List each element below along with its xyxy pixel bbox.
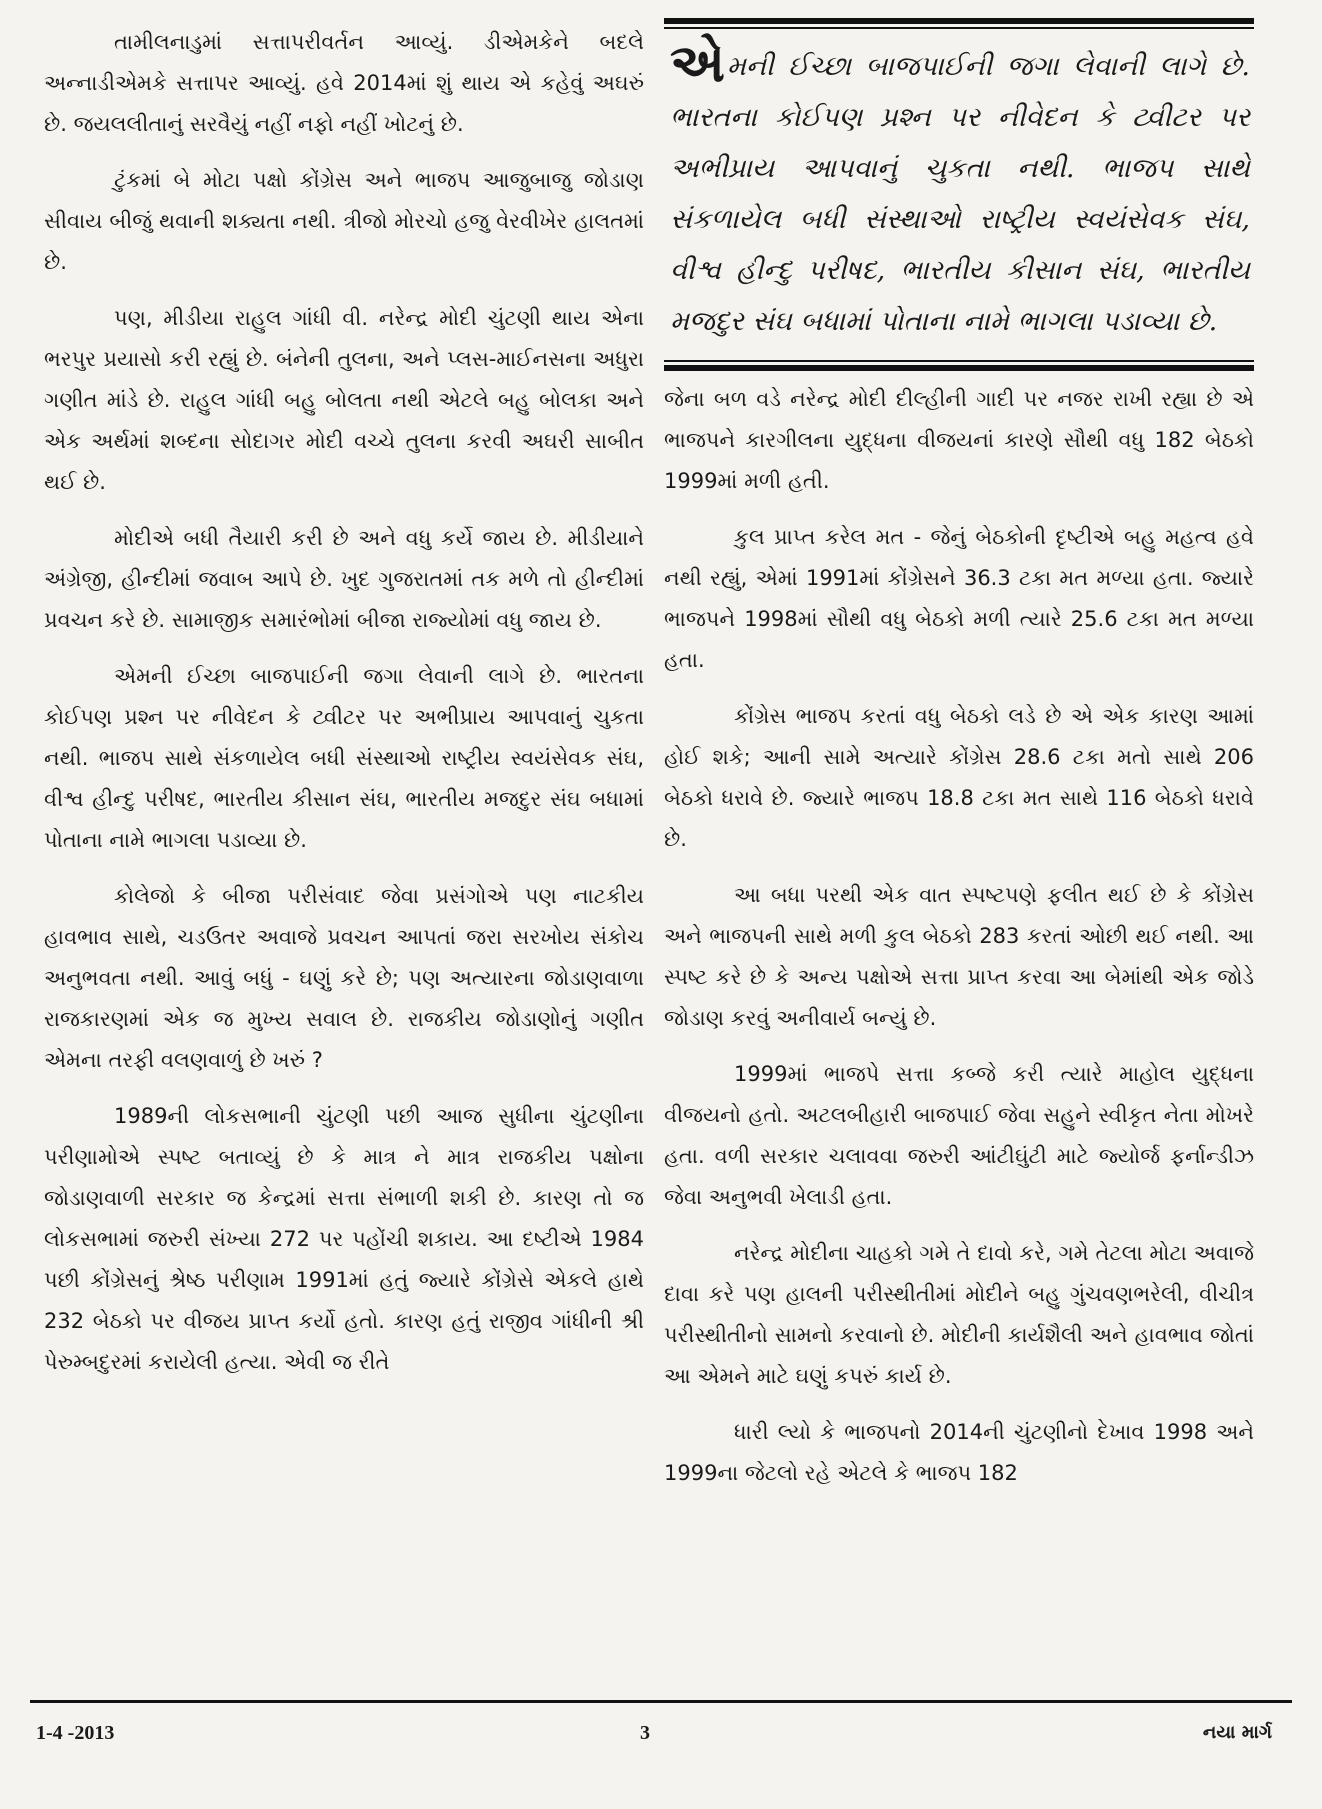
page-footer	[30, 1700, 1292, 1770]
footer-publication-name: નયા માર્ગ	[1202, 1722, 1272, 1743]
right-paragraph-2: કુલ પ્રાપ્ત કરેલ મત - જેનું બેઠકોની દૃષ્ટીએ બહુ મહત્વ હવે નથી રહ્યું, એમાં 1991માં કોંગ્રેસને 36.3 ટકા મત મળ્યા હતા. જ્યારે ભાજપને 1998માં સૌથી વધુ બેઠકો મળી ત્યારે 25.6 ટકા મત મળ્યા હતા.	[664, 525, 1254, 672]
left-paragraph-6: કોલેજો કે બીજા પરીસંવાદ જેવા પ્રસંગોએ પણ નાટકીય હાવભાવ સાથે, ચડઉતર અવાજે પ્રવચન આપતાં જરા સરખોય સંકોચ અનુભવતા નથી. આવું બધું - ઘણું કરે છે; પણ અત્યારના જોડાણવાળા રાજકારણમાં એક જ મુખ્ય સવાલ છે. રાજકીય જોડાણોનું ગણીત એમના તરફી વલણવાળું છે ખરું ?	[44, 884, 644, 1072]
left-paragraph-4: મોદીએ બધી તૈયારી કરી છે અને વધુ કર્યે જાય છે. મીડીયાને અંગ્રેજી, હીન્દીમાં જવાબ આપે છે. ખુદ ગુજરાતમાં તક મળે તો હીન્દીમાં પ્રવચન કરે છે. સામાજીક સમારંભોમાં બીજા રાજ્યોમાં વધુ જાય છે.	[44, 526, 644, 632]
pull-quote	[664, 29, 1254, 357]
footer-page-number: 3	[640, 1722, 650, 1744]
left-paragraph-5: એમની ઈચ્છા બાજપાઈની જગા લેવાની લાગે છે. ભારતના કોઈપણ પ્રશ્ન પર નીવેદન કે ટ્વીટર પર અભીપ્રાય આપવાનું ચુકતા નથી. ભાજપ સાથે સંકળાયેલ બધી સંસ્થાઓ રાષ્ટ્રીય સ્વયંસેવક સંઘ, વીશ્વ હીન્દુ પરીષદ, ભારતીય કીસાન સંઘ, ભારતીય મજદુર સંઘ બધામાં પોતાના નામે ભાગલા પડાવ્યા છે.	[44, 664, 644, 852]
right-paragraph-5: 1999માં ભાજપે સત્તા કબ્જે કરી ત્યારે માહોલ યુદ્ધના વીજયનો હતો. અટલબીહારી બાજપાઈ જેવા સહુને સ્વીકૃત નેતા મોખરે હતા. વળી સરકાર ચલાવવા જરુરી આંટીઘુંટી માટે જ્યોર્જ ફર્નાન્ડીઝ જેવા અનુભવી ખેલાડી હતા.	[664, 1062, 1254, 1209]
left-column	[44, 22, 644, 1692]
right-column	[664, 18, 1254, 1692]
pull-quote-top-rule-thick	[664, 18, 1254, 24]
right-paragraph-7: ધારી લ્યો કે ભાજપનો 2014ની ચુંટણીનો દેખાવ 1998 અને 1999ના જેટલો રહે એટલે કે ભાજપ 182	[664, 1420, 1254, 1485]
right-paragraph-1: જેના બળ વડે નરેન્દ્ર મોદી દીલ્હીની ગાદી પર નજર રાખી રહ્યા છે એ ભાજપને કારગીલના યુદ્ધના વીજયનાં કારણે સૌથી વધુ 182 બેઠકો 1999માં મળી હતી.	[664, 387, 1254, 493]
right-paragraph-6: નરેન્દ્ર મોદીના ચાહકો ગમે તે દાવો કરે, ગમે તેટલા મોટા અવાજે દાવા કરે પણ હાલની પરીસ્થીતીમાં મોદીને બહુ ગુંચવણભરેલી, વીચીત્ર પરીસ્થીતીનો સામનો કરવાનો છે. મોદીની કાર્યશૈલી અને હાવભાવ જોતાં આ એમને માટે ઘણું કપરું કાર્ય છે.	[664, 1241, 1254, 1388]
right-paragraph-3: કોંગ્રેસ ભાજપ કરતાં વધુ બેઠકો લડે છે એ એક કારણ આમાં હોઈ શકે; આની સામે અત્યારે કોંગ્રેસ 28.6 ટકા મતો સાથે 206 બેઠકો ધરાવે છે. જ્યારે ભાજપ 18.8 ટકા મત સાથે 116 બેઠકો ધરાવે છે.	[664, 704, 1254, 851]
pull-quote-box	[664, 18, 1254, 371]
left-paragraph-1: તામીલનાડુમાં સત્તાપરીવર્તન આવ્યું. ડીએમકેને બદલે અન્નાડીએમકે સત્તાપર આવ્યું. હવે 2014માં શું થાય એ કહેવું અઘરું છે. જયલલીતાનું સરવૈયું નહીં નફો નહીં ખોટનું છે.	[44, 30, 644, 136]
pull-quote-text: મની ઈચ્છા બાજપાઈની જગા લેવાની લાગે છે. ભારતના કોઈપણ પ્રશ્ન પર નીવેદન કે ટ્વીટર પર અભીપ્રાય આપવાનું ચુકતા નથી. ભાજપ સાથે સંકળાયેલ બધી સંસ્થાઓ રાષ્ટ્રીય સ્વયંસેવક સંઘ, વીશ્વ હીન્દુ પરીષદ, ભારતીય કીસાન સંઘ, ભારતીય મજદુર સંઘ બધામાં પોતાના નામે ભાગલા પડાવ્યા છે.	[670, 51, 1250, 337]
pull-quote-bottom-rule-thick	[664, 365, 1254, 371]
left-paragraph-2: ટુંકમાં બે મોટા પક્ષો કોંગ્રેસ અને ભાજપ આજુબાજુ જોડાણ સીવાય બીજું થવાની શક્યતા નથી. ત્રીજો મોરચો હજુ વેરવીખેર હાલતમાં છે.	[44, 168, 644, 274]
right-paragraph-4: આ બધા પરથી એક વાત સ્પષ્ટપણે ફલીત થઈ છે કે કોંગ્રેસ અને ભાજપની સાથે મળી કુલ બેઠકો 283 કરતાં ઓછી થઈ નથી. આ સ્પષ્ટ કરે છે કે અન્ય પક્ષોએ સત્તા પ્રાપ્ત કરવા આ બેમાંથી એક જોડે જોડાણ કરવું અનીવાર્ય બન્યું છે.	[664, 883, 1254, 1030]
footer-rule	[30, 1700, 1292, 1703]
left-paragraph-3: પણ, મીડીયા રાહુલ ગાંધી વી. નરેન્દ્ર મોદી ચુંટણી થાય એના ભરપુર પ્રયાસો કરી રહ્યું છે. બંનેની તુલના, અને પ્લસ-માઈનસના અધુરા ગણીત માંડે છે. રાહુલ ગાંધી બહુ બોલતા નથી એટલે બહુ બોલકા અને એક અર્થમાં શબ્દના સોદાગર મોદી વચ્ચે તુલના કરવી અઘરી સાબીત થઈ છે.	[44, 306, 644, 494]
pull-quote-drop-cap: એ	[670, 33, 725, 94]
footer-date: 1-4 -2013	[36, 1722, 115, 1744]
left-paragraph-7: 1989ની લોકસભાની ચુંટણી પછી આજ સુધીના ચુંટણીના પરીણામોએ સ્પષ્ટ બતાવ્યું છે કે માત્ર ને માત્ર રાજકીય પક્ષોના જોડાણવાળી સરકાર જ કેન્દ્રમાં સત્તા સંભાળી શકી છે. કારણ તો જ લોકસભામાં જરુરી સંખ્યા 272 પર પહોંચી શકાય. આ દષ્ટીએ 1984 પછી કોંગ્રેસનું શ્રેષ્ઠ પરીણામ 1991માં હતું જ્યારે કોંગ્રેસે એકલે હાથે 232 બેઠકો પર વીજય પ્રાપ્ત કર્યો હતો. કારણ હતું રાજીવ ગાંધીની શ્રી પેરુમ્બદુરમાં કરાયેલી હત્યા. એવી જ રીતે	[44, 1104, 644, 1374]
pull-quote-bottom-rule-thin	[664, 360, 1254, 362]
